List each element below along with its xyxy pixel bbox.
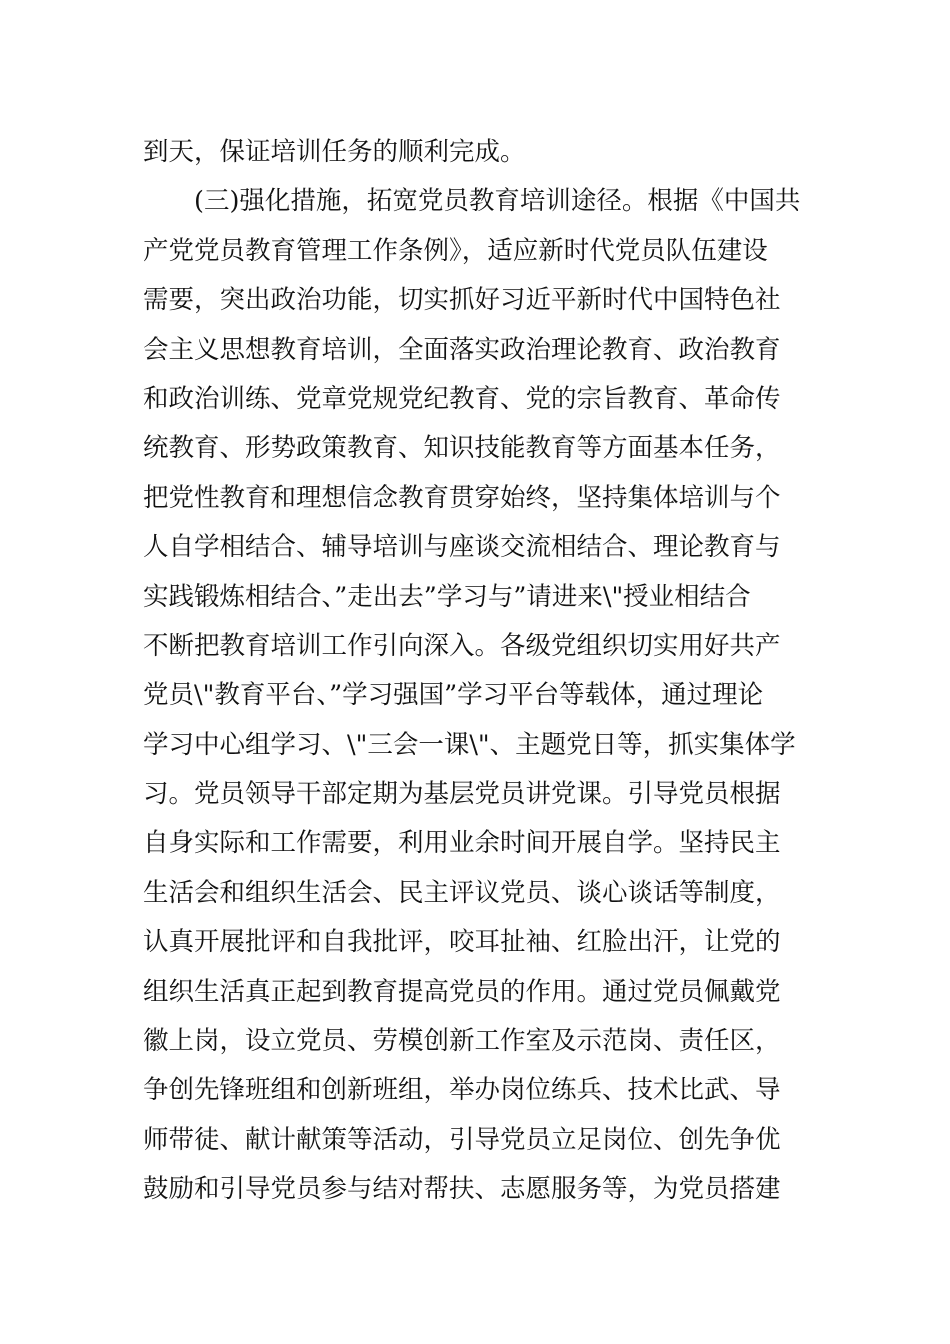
text-line-1: 到天，保证培训任务的顺利完成。: [143, 137, 526, 167]
text-line-10: 实践锻炼相结合、”走出去”学习与”请进来\"授业相结合: [143, 581, 751, 612]
text-line-17: 认真开展批评和自我批评，咬耳扯袖、红脸出汗，让党的: [143, 927, 781, 958]
text-line-9: 人自学相结合、辅导培训与座谈交流相结合、理论教育与: [143, 532, 781, 563]
text-line-12: 党员\"教育平台、”学习强国”学习平台等载体，通过理论: [143, 680, 764, 711]
text-line-13: 学习中心组学习、\"三会一课\"、主题党日等，抓实集体学: [143, 729, 796, 760]
text-line-8: 把党性教育和理想信念教育贯穿始终，坚持集体培训与个: [143, 482, 781, 513]
text-line-20: 争创先锋班组和创新班组，举办岗位练兵、技术比武、导: [143, 1075, 781, 1106]
body-text: [143, 128, 808, 1215]
text-line-5: 会主义思想教育培训，全面落实政治理论教育、政治教育: [143, 334, 781, 365]
text-line-16: 生活会和组织生活会、民主评议党员、谈心谈话等制度，: [143, 877, 781, 908]
text-line-18: 组织生活真正起到教育提高党员的作用。通过党员佩戴党: [143, 976, 781, 1007]
text-line-15: 自身实际和工作需要，利用业余时间开展自学。坚持民主: [143, 828, 781, 859]
text-line-11: 不断把教育培训工作引向深入。各级党组织切实用好共产: [143, 630, 781, 661]
text-line-4: 需要，突出政治功能，切实抓好习近平新时代中国特色社: [143, 285, 781, 316]
text-line-7: 统教育、形势政策教育、知识技能教育等方面基本任务，: [143, 433, 781, 464]
text-line-2: (三)强化措施，拓宽党员教育培训途径。根据《中国共: [143, 186, 801, 217]
text-line-21: 师带徒、献计献策等活动，引导党员立足岗位、创先争优: [143, 1124, 781, 1155]
text-line-14: 习。党员领导干部定期为基层党员讲党课。引导党员根据: [143, 779, 781, 810]
text-line-6: 和政治训练、党章党规党纪教育、党的宗旨教育、革命传: [143, 383, 781, 414]
text-line-19: 徽上岗，设立党员、劳模创新工作室及示范岗、责任区，: [143, 1026, 781, 1057]
text-line-22: 鼓励和引导党员参与结对帮扶、志愿服务等，为党员搭建: [143, 1174, 781, 1205]
text-line-3: 产党党员教育管理工作条例》，适应新时代党员队伍建设: [143, 235, 768, 266]
